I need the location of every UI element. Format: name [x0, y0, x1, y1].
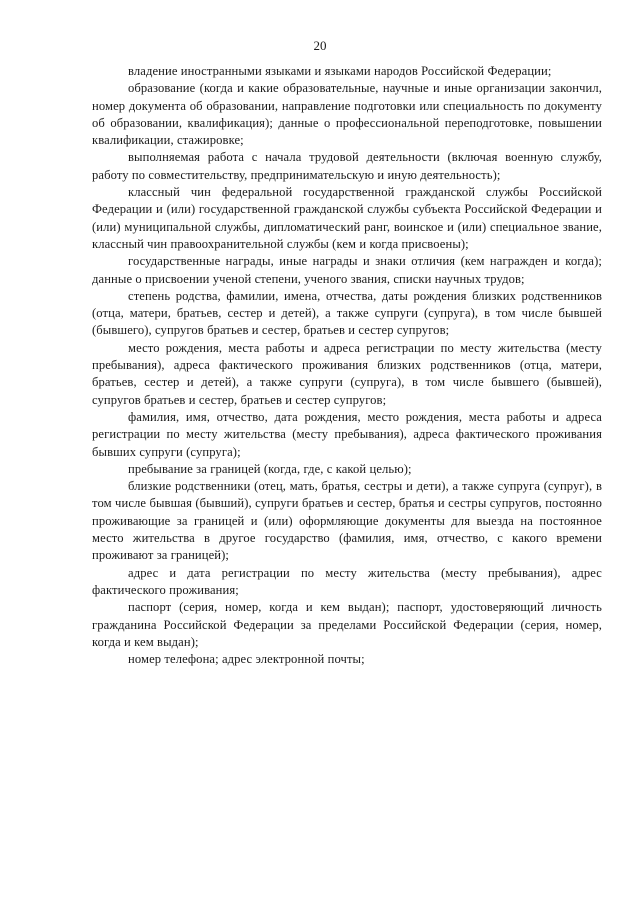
paragraph-awards: государственные награды, иные награды и знаки отличия (кем награжден и когда); данные о присвоении ученой степени, ученого звания, списки научных трудов;: [92, 254, 602, 286]
page-number: 20: [313, 38, 327, 53]
paragraph-education: образование (когда и какие образовательные, научные и иные организации закончил, номер документа об образовании, направление подготовки или специальность по документу об образовании, квалификация); данные о профессиональной переподготовке, повышении квалификации, стажировке;: [92, 81, 602, 148]
paragraph-work-history: выполняемая работа с начала трудовой деятельности (включая военную службу, работу по совместительству, предпринимательскую и иную деятельность);: [92, 150, 602, 182]
paragraph-relatives: степень родства, фамилии, имена, отчества, даты рождения близких родственников (отца, матери, братьев, сестер и детей), а также супруги (супруга), в том числе бывшей (бывшего), супругов братьев и сестер, братьев и сестер супругов;: [92, 288, 602, 338]
paragraph-relatives-abroad: близкие родственники (отец, мать, братья, сестры и дети), а также супруга (супруг), в том числе бывшая (бывший), супруги братьев и сестер, братья и сестры супругов, постоянно проживающие за границей и (или) оформляющие документы для выезда на постоянное место жительства в другое государство (фамилия, имя, отчество, с какого времени проживают за границей);: [92, 479, 602, 563]
paragraph-former-spouse: фамилия, имя, отчество, дата рождения, место рождения, места работы и адреса регистрации по месту жительства (месту пребывания), адреса фактического проживания бывших супруги (супруга);: [92, 409, 602, 459]
paragraph-languages: владение иностранными языками и языками народов Российской Федерации;: [128, 64, 552, 78]
document-body: [92, 63, 602, 668]
paragraph-passport: паспорт (серия, номер, когда и кем выдан); паспорт, удостоверяющий личность гражданина Российской Федерации за пределами Российской Федерации (серия, номер, когда и кем выдан);: [92, 600, 602, 649]
paragraph-abroad-stay: пребывание за границей (когда, где, с какой целью);: [128, 461, 412, 476]
paragraph-registration-address: адрес и дата регистрации по месту жительства (месту пребывания), адрес фактического проживания;: [92, 565, 602, 597]
paragraph-class-rank: классный чин федеральной государственной гражданской службы Российской Федерации и (или) государственной гражданской службы субъекта Российской Федерации и (или) муниципальной службы, дипломатический ранг, воинское и (или) специальное звание, классный чин правоохранительной службы (кем и когда присвоены);: [92, 185, 602, 251]
paragraph-contacts: номер телефона; адрес электронной почты;: [128, 652, 365, 667]
paragraph-relatives-addresses: место рождения, места работы и адреса регистрации по месту жительства (месту пребывания), адреса фактического проживания близких родственников (отца, матери, братьев, сестер и детей), а также супруги (супруга), в том числе бывшего (бывшей), супругов братьев и сестер, братьев и сестер супругов;: [92, 340, 602, 407]
